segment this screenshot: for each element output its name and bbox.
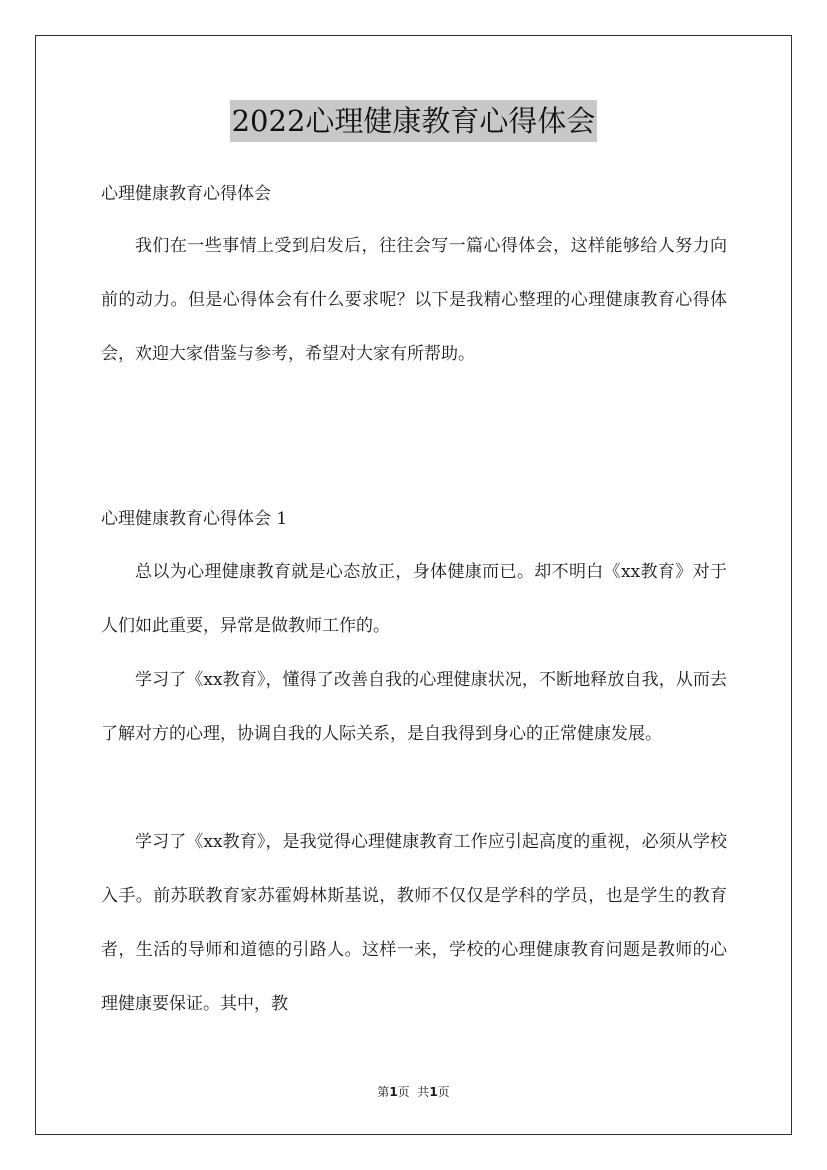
- section1-paragraph-2: 学习了《xx教育》，懂得了改善自我的心理健康状况，不断地释放自我，从而去了解对方的心理，协调自我的人际关系，是自我得到身心的正常健康发展。: [101, 670, 727, 744]
- footer-page-suffix: 页: [437, 1085, 450, 1099]
- footer-page-prefix: 第: [377, 1085, 390, 1099]
- document-title: 2022心理健康教育心得体会: [230, 100, 598, 142]
- section1-paragraph-3: 学习了《xx教育》，是我觉得心理健康教育工作应引起高度的重视，必须从学校入手。前苏联教育家苏霍姆林斯基说，教师不仅仅是学科的学员，也是学生的教育者，生活的导师和道德的引路人。这样一来，学校的心理健康教育问题是教师的心理健康要保证。其中，教: [101, 832, 727, 1014]
- footer-page-mid: 页 共: [397, 1085, 430, 1099]
- section1-heading: 心理健康教育心得体会 1: [101, 509, 288, 529]
- page-footer: [0, 1084, 827, 1100]
- section1-paragraph-1: 总以为心理健康教育就是心态放正，身体健康而已。却不明白《xx教育》对于人们如此重要，异常是做教师工作的。: [101, 562, 727, 636]
- footer-total-pages: 1: [429, 1085, 438, 1099]
- footer-page-number: 1: [389, 1085, 398, 1099]
- intro-paragraph: 我们在一些事情上受到启发后，往往会写一篇心得体会，这样能够给人努力向前的动力。但是心得体会有什么要求呢？以下是我精心整理的心理健康教育心得体会，欢迎大家借鉴与参考，希望对大家有所帮助。: [101, 236, 727, 364]
- intro-heading: 心理健康教育心得体会: [101, 184, 271, 204]
- title-container: [0, 100, 827, 142]
